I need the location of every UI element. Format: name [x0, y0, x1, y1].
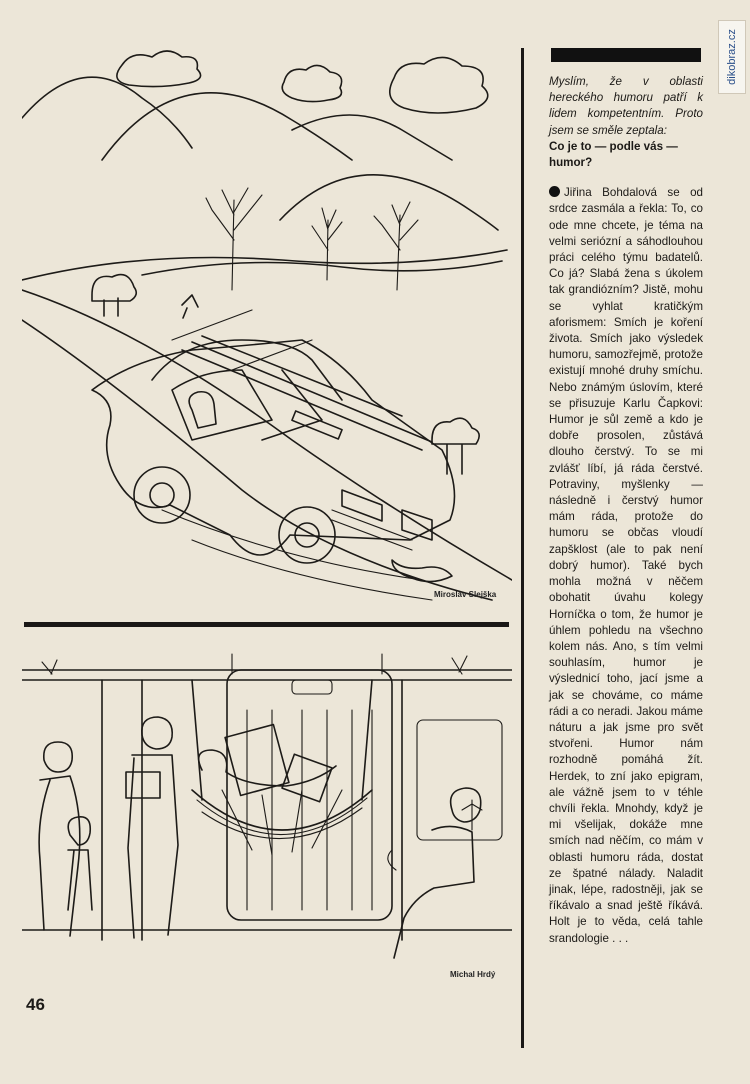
illustration-credit-2: Michal Hrdý [450, 970, 496, 979]
car-with-skis-illustration [22, 40, 512, 620]
watermark-text: dikobraz.cz [726, 29, 738, 85]
article-body: Jiřina Bohdalová se od srdce zasmála a řekla: To, co ode mne chcete, je téma na velmi seriózní a sáhodlouhou práci celého týmu badatelů. Co já? Slabá žena s úkolem tak grandiózním? Jistě, mohu se vyhlat kratičkým aforismem: Smích je koření života. Smích jako výsledek humoru, samozřejmě, protože existují mnohé druhy smíchu. Nebo známým úslovím, které se přisuzuje Karlu Čapkovi: Humor je sůl země a kdo je dobře prosolen, zůstává dlouho čerstvý. To se mi zvlášť líbí, já ráda čerstvé. Potraviny, myšlenky — následně i čerstvý humor mám ráda, protože do humoru se občas vloudí zapšklost (ale to pak není dobrý humor). Také bych mohla možná v něčem obohatit úvahu kolegy Horníčka o tom, že humor je úhlem pohledu na všechno kolem nás. Ano, s tím velmi souhlasím, humor je výslednicí toho, jací jsme a jak se chováme, co máme rádi a co neradi. Jakou máme náturu a jak jsme pro svět stvořeni. Humor nám rozhodně pomáhá žít. Herdek, to zní jako epigram, ale vážně jsem to v téhle chvíli řekla. Mnohdy, když je mi všelijak, dokáže mne smích nad něčím, co mám v oblasti humoru ráda, dostat ze špatné nálady. Naladit jinak, lépe, radostněji, jak se říkávalo a snad ještě říkává. Holt je to věda, celá tahle srandologie . . . [549, 186, 704, 945]
page-number: 46 [26, 995, 45, 1014]
column-header-bar [551, 48, 701, 62]
article-column [549, 74, 703, 947]
watermark-badge[interactable] [718, 20, 746, 94]
bullet-dot-icon [549, 186, 560, 197]
article-question: Co je to — podle vás — humor? [549, 139, 678, 170]
tram-hammock-illustration [22, 640, 512, 980]
illustration-credit-1: Miroslav Slejška [434, 590, 497, 599]
column-divider [521, 48, 524, 1048]
article-body-paragraph [549, 185, 703, 947]
article-intro: Myslím, že v oblasti hereckého humoru patří k lidem kompetentním. Proto jsem se směle zeptala: [549, 75, 703, 137]
section-divider [24, 622, 509, 627]
